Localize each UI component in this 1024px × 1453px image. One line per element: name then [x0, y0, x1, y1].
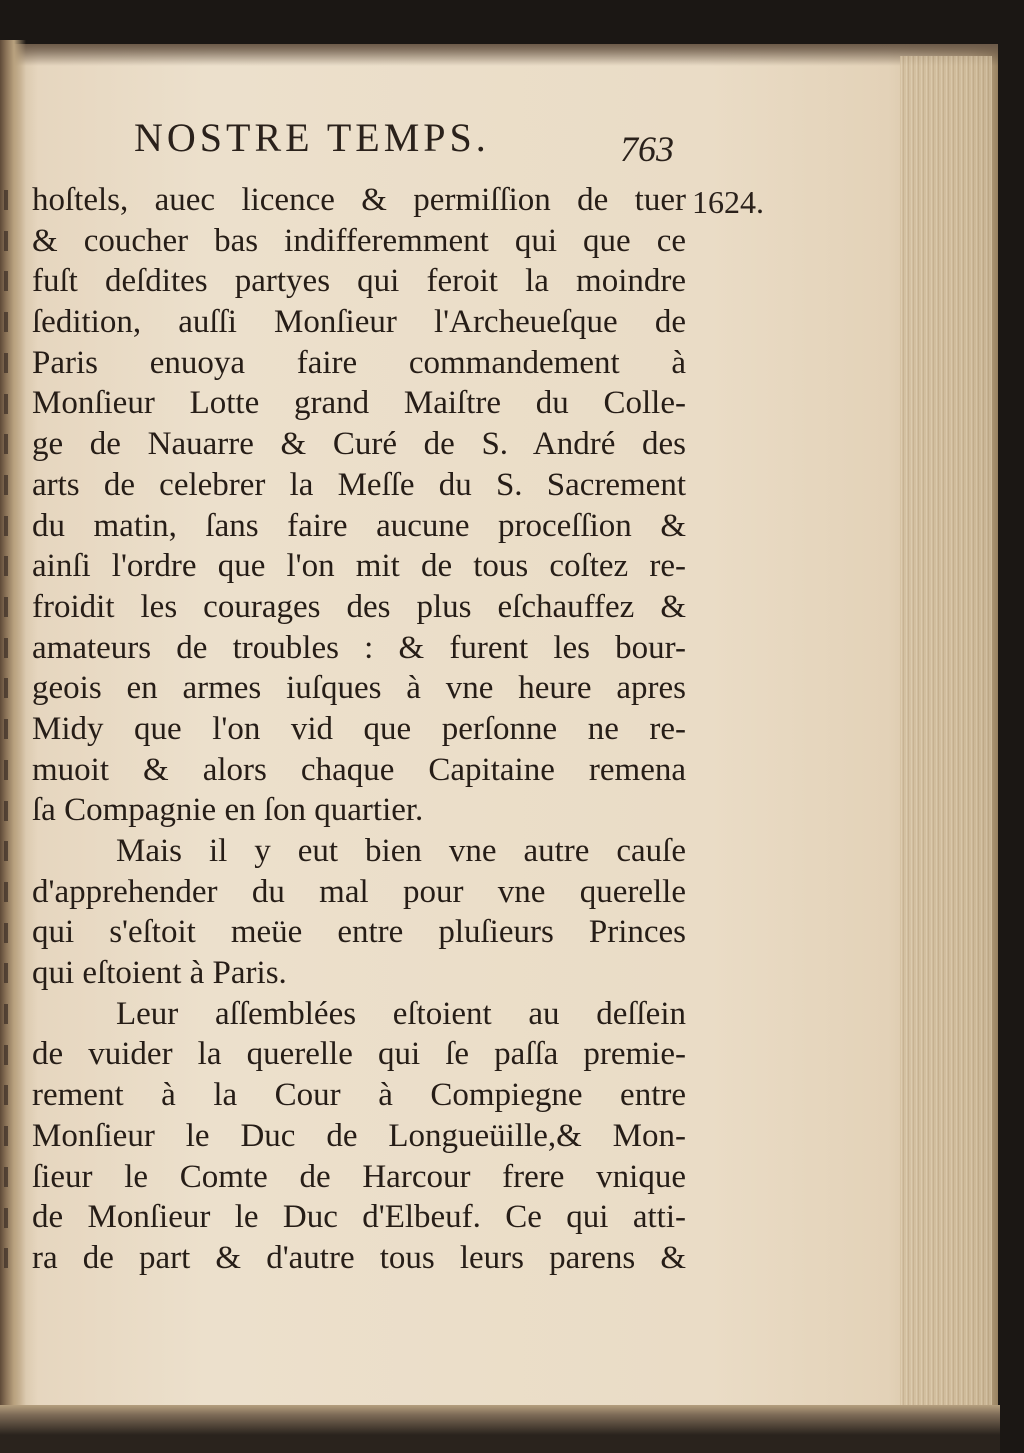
- text-line: amateurs de troubles : & furent les bour-: [32, 629, 686, 666]
- text-line: arts de celebrer la Meſſe du S. Sacrement: [32, 466, 686, 503]
- text-line: fuſt deſdites partyes qui feroit la moindre: [32, 263, 686, 300]
- text-line: froidit les courages des plus eſchauffez &: [32, 588, 686, 625]
- text-line: qui s'eſtoit meüe entre pluſieurs Princes: [32, 914, 686, 951]
- text-line: ſa Compagnie en ſon quartier.: [32, 792, 424, 829]
- text-line: ainſi l'ordre que l'on mit de tous coſtez re-: [32, 548, 686, 585]
- text-line: ra de part & d'autre tous leurs parens &: [32, 1239, 686, 1276]
- margin-mark: [4, 231, 8, 251]
- margin-mark: [4, 556, 8, 576]
- margin-mark: [4, 638, 8, 658]
- margin-mark: [4, 434, 8, 454]
- margin-mark: [4, 1004, 8, 1024]
- text-line: ge de Nauarre & Curé de S. André des: [32, 426, 686, 463]
- text-line: Leur aſſemblées eſtoient au deſſein: [116, 995, 686, 1032]
- margin-mark: [4, 597, 8, 617]
- text-line: Midy que l'on vid que perſonne ne re-: [32, 710, 686, 747]
- margin-mark: [4, 719, 8, 739]
- text-line: ſieur le Comte de Harcour frere vnique: [32, 1158, 686, 1195]
- page-fore-edge: [900, 56, 992, 1406]
- margin-mark: [4, 801, 8, 821]
- margin-mark: [4, 1085, 8, 1105]
- margin-mark: [4, 312, 8, 332]
- margin-mark: [4, 963, 8, 983]
- text-line: du matin, ſans faire aucune proceſſion &: [32, 507, 686, 544]
- margin-mark: [4, 1208, 8, 1228]
- page-bottom-edge: [0, 1405, 1000, 1453]
- margin-year-note: 1624.: [692, 184, 764, 220]
- margin-mark: [4, 760, 8, 780]
- margin-mark: [4, 190, 8, 210]
- margin-mark: [4, 841, 8, 861]
- margin-mark: [4, 678, 8, 698]
- text-line: Monſieur le Duc de Longueüille,& Mon-: [32, 1117, 686, 1154]
- margin-mark: [4, 475, 8, 495]
- text-line: Paris enuoya faire commandement à: [32, 344, 686, 381]
- text-line: muoit & alors chaque Capitaine remena: [32, 751, 686, 788]
- margin-mark: [4, 1126, 8, 1146]
- text-line: Monſieur Lotte grand Maiſtre du Colle-: [32, 385, 686, 422]
- page-number: 763: [620, 129, 674, 169]
- margin-mark: [4, 1167, 8, 1187]
- text-line: & coucher bas indifferemment qui que ce: [32, 222, 686, 259]
- margin-mark: [4, 394, 8, 414]
- margin-mark: [4, 882, 8, 902]
- margin-mark: [4, 271, 8, 291]
- text-line: ſedition, auſſi Monſieur l'Archeueſque de: [32, 304, 686, 341]
- margin-mark: [4, 353, 8, 373]
- text-line: hoſtels, auec licence & permiſſion de tuer: [32, 182, 686, 218]
- text-line: qui eſtoient à Paris.: [32, 955, 287, 992]
- text-line: geois en armes iuſques à vne heure apres: [32, 670, 686, 707]
- margin-mark: [4, 923, 8, 943]
- text-line: de vuider la querelle qui ſe paſſa premie-: [32, 1036, 686, 1073]
- margin-mark: [4, 1045, 8, 1065]
- page-header: [134, 114, 694, 174]
- text-line: de Monſieur le Duc d'Elbeuf. Ce qui atti-: [32, 1199, 686, 1236]
- margin-mark: [4, 1248, 8, 1268]
- running-head: NOSTRE TEMPS.: [134, 115, 490, 160]
- text-line: Mais il y eut bien vne autre cauſe: [116, 833, 686, 869]
- text-line: rement à la Cour à Compiegne entre: [32, 1077, 686, 1114]
- text-line: d'apprehender du mal pour vne querelle: [32, 873, 686, 910]
- body-text: [26, 180, 686, 1279]
- margin-mark: [4, 516, 8, 536]
